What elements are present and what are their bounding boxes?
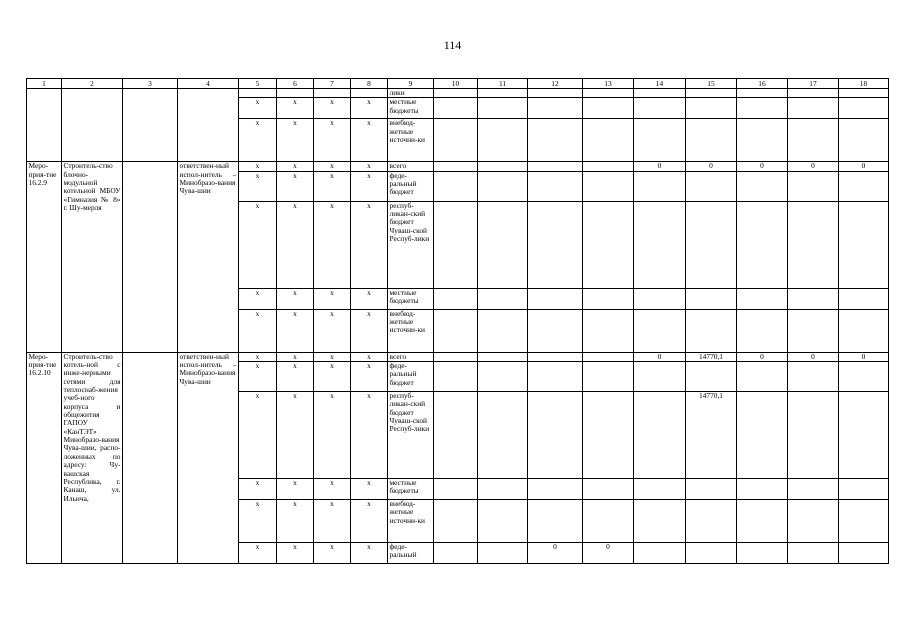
funding-source-cell: всего: [388, 352, 434, 361]
x-mark-cell: x: [239, 362, 277, 392]
x-mark-cell: x: [277, 171, 314, 201]
amount-cell: [583, 479, 634, 500]
amount-cell: [528, 352, 583, 361]
column-number-cell: 5: [239, 79, 277, 89]
x-mark-cell: x: [314, 171, 351, 201]
continuation-cell: [178, 89, 239, 162]
column-number-cell: 17: [788, 79, 839, 89]
amount-cell: 0: [788, 352, 839, 361]
activity-id-cell: Меро-прия-тие 16.2.10: [27, 352, 62, 563]
x-mark-cell: x: [351, 309, 388, 352]
x-mark-cell: x: [351, 171, 388, 201]
amount-cell: [839, 119, 889, 162]
amount-cell: [686, 500, 737, 543]
x-mark-cell: [277, 89, 314, 98]
amount-cell: [634, 119, 686, 162]
amount-cell: [478, 162, 528, 171]
amount-cell: [839, 201, 889, 288]
amount-cell: [839, 500, 889, 543]
amount-cell: [788, 309, 839, 352]
x-mark-cell: x: [239, 119, 277, 162]
amount-cell: [528, 162, 583, 171]
column-number-cell: 1: [27, 79, 62, 89]
amount-cell: [634, 479, 686, 500]
amount-cell: [434, 309, 478, 352]
activity-id-cell: Меро-прия-тие 16.2.9: [27, 162, 62, 352]
amount-cell: 0: [737, 162, 788, 171]
amount-cell: [528, 309, 583, 352]
x-mark-cell: [314, 89, 351, 98]
amount-cell: [434, 362, 478, 392]
executor-cell: ответствен-ный испол-нитель – Минобразо-вания Чува-шии: [178, 162, 239, 352]
amount-cell: [583, 171, 634, 201]
funding-source-cell: феде-ральный бюджет: [388, 171, 434, 201]
amount-cell: [478, 119, 528, 162]
x-mark-cell: x: [351, 98, 388, 119]
x-mark-cell: x: [277, 362, 314, 392]
funding-source-cell: феде-ральный бюджет: [388, 362, 434, 392]
amount-cell: [528, 89, 583, 98]
amount-cell: [686, 362, 737, 392]
amount-cell: [583, 119, 634, 162]
amount-cell: [788, 98, 839, 119]
partner-cell: [123, 352, 178, 563]
x-mark-cell: x: [239, 500, 277, 543]
funding-row: [27, 352, 889, 361]
x-mark-cell: x: [277, 288, 314, 309]
amount-cell: [839, 89, 889, 98]
column-number-cell: 14: [634, 79, 686, 89]
amount-cell: 0: [839, 352, 889, 361]
x-mark-cell: x: [351, 392, 388, 479]
funding-source-cell: всего: [388, 162, 434, 171]
amount-cell: [583, 201, 634, 288]
column-number-cell: 15: [686, 79, 737, 89]
column-number-cell: 12: [528, 79, 583, 89]
funding-source-cell: местные бюджеты: [388, 288, 434, 309]
amount-cell: [583, 500, 634, 543]
continuation-cell: [62, 89, 123, 162]
amount-cell: [686, 309, 737, 352]
x-mark-cell: x: [351, 201, 388, 288]
amount-cell: [839, 309, 889, 352]
amount-cell: [434, 500, 478, 543]
x-mark-cell: x: [314, 479, 351, 500]
x-mark-cell: x: [351, 288, 388, 309]
activity-name-cell: Строитель-ство блочно-модульной котельной МБОУ «Гимназия № 8» г. Шу-мерля: [62, 162, 123, 352]
amount-cell: [737, 171, 788, 201]
amount-cell: [434, 162, 478, 171]
amount-cell: [583, 98, 634, 119]
amount-cell: [839, 288, 889, 309]
amount-cell: [686, 119, 737, 162]
amount-cell: [737, 500, 788, 543]
column-number-cell: 11: [478, 79, 528, 89]
amount-cell: [788, 479, 839, 500]
amount-cell: [788, 171, 839, 201]
column-number-cell: 6: [277, 79, 314, 89]
x-mark-cell: x: [277, 392, 314, 479]
amount-cell: [434, 201, 478, 288]
amount-cell: [634, 309, 686, 352]
amount-cell: 0: [686, 162, 737, 171]
x-mark-cell: x: [351, 479, 388, 500]
column-number-cell: 2: [62, 79, 123, 89]
funding-source-cell: местные бюджеты: [388, 98, 434, 119]
funding-source-cell: респуб-ликан-ский бюджет Чуваш-ской Респуб-лики: [388, 392, 434, 479]
x-mark-cell: x: [239, 171, 277, 201]
amount-cell: 14770,1: [686, 352, 737, 361]
amount-cell: [528, 288, 583, 309]
amount-cell: [478, 500, 528, 543]
column-number-row: [27, 79, 889, 89]
amount-cell: [737, 98, 788, 119]
partner-cell: [123, 162, 178, 352]
column-number-cell: 7: [314, 79, 351, 89]
amount-cell: [528, 362, 583, 392]
amount-cell: [634, 500, 686, 543]
amount-cell: [839, 171, 889, 201]
amount-cell: [434, 171, 478, 201]
amount-cell: [737, 119, 788, 162]
amount-cell: [528, 500, 583, 543]
amount-cell: [839, 479, 889, 500]
x-mark-cell: x: [239, 543, 277, 564]
amount-cell: [788, 362, 839, 392]
x-mark-cell: x: [314, 500, 351, 543]
amount-cell: [478, 543, 528, 564]
amount-cell: [478, 288, 528, 309]
x-mark-cell: x: [314, 119, 351, 162]
x-mark-cell: x: [351, 162, 388, 171]
amount-cell: [583, 89, 634, 98]
amount-cell: [583, 162, 634, 171]
amount-cell: [528, 201, 583, 288]
amount-cell: 0: [583, 543, 634, 564]
amount-cell: [478, 352, 528, 361]
column-number-cell: 8: [351, 79, 388, 89]
funding-row: [27, 162, 889, 171]
x-mark-cell: x: [351, 543, 388, 564]
x-mark-cell: x: [239, 392, 277, 479]
amount-cell: [528, 392, 583, 479]
amount-cell: 0: [634, 352, 686, 361]
amount-cell: 0: [839, 162, 889, 171]
column-number-cell: 10: [434, 79, 478, 89]
x-mark-cell: x: [239, 162, 277, 171]
x-mark-cell: x: [351, 500, 388, 543]
amount-cell: [434, 392, 478, 479]
x-mark-cell: x: [239, 479, 277, 500]
amount-cell: [737, 201, 788, 288]
amount-cell: [686, 288, 737, 309]
amount-cell: [528, 479, 583, 500]
amount-cell: [788, 288, 839, 309]
activity-name-cell: Строитель-ство котель-ной с инже-нерными сетями для теплоснаб-жения учеб-ного корпуса и общежития ГАПОУ «КанТЭТ» Минобразо-вания Чува-шии, распо-ложенных по адресу: Чу-вашская Республика, г. Канаш, ул. Ильича,: [62, 352, 123, 563]
column-number-cell: 13: [583, 79, 634, 89]
amount-cell: [839, 543, 889, 564]
x-mark-cell: x: [351, 119, 388, 162]
x-mark-cell: x: [314, 162, 351, 171]
amount-cell: [478, 392, 528, 479]
continuation-cell: [27, 89, 62, 162]
x-mark-cell: x: [277, 98, 314, 119]
amount-cell: 0: [737, 352, 788, 361]
x-mark-cell: x: [314, 392, 351, 479]
amount-cell: [686, 479, 737, 500]
x-mark-cell: x: [277, 201, 314, 288]
amount-cell: [737, 309, 788, 352]
amount-cell: [737, 392, 788, 479]
x-mark-cell: [239, 89, 277, 98]
amount-cell: [434, 288, 478, 309]
amount-cell: [434, 119, 478, 162]
x-mark-cell: x: [239, 309, 277, 352]
amount-cell: [583, 362, 634, 392]
funding-source-cell: внебюд-жетные источни-ки: [388, 119, 434, 162]
amount-cell: [528, 171, 583, 201]
amount-cell: [634, 201, 686, 288]
amount-cell: [434, 543, 478, 564]
x-mark-cell: x: [277, 309, 314, 352]
funding-source-cell: респуб-ликан-ский бюджет Чуваш-ской Респуб-лики: [388, 201, 434, 288]
amount-cell: 0: [634, 162, 686, 171]
amount-cell: [737, 362, 788, 392]
amount-cell: [634, 171, 686, 201]
amount-cell: [434, 479, 478, 500]
amount-cell: [434, 352, 478, 361]
x-mark-cell: x: [314, 98, 351, 119]
x-mark-cell: x: [351, 352, 388, 361]
amount-cell: [737, 479, 788, 500]
funding-source-cell: внебюд-жетные источни-ки: [388, 309, 434, 352]
amount-cell: [634, 98, 686, 119]
x-mark-cell: x: [239, 288, 277, 309]
x-mark-cell: x: [314, 362, 351, 392]
funding-source-cell: внебюд-жетные источни-ки: [388, 500, 434, 543]
x-mark-cell: x: [277, 162, 314, 171]
x-mark-cell: [351, 89, 388, 98]
column-number-cell: 3: [123, 79, 178, 89]
x-mark-cell: x: [277, 119, 314, 162]
amount-cell: [634, 288, 686, 309]
column-number-cell: 9: [388, 79, 434, 89]
amount-cell: [788, 201, 839, 288]
funding-row: [27, 89, 889, 98]
amount-cell: [583, 288, 634, 309]
x-mark-cell: x: [314, 352, 351, 361]
amount-cell: [686, 171, 737, 201]
amount-cell: [839, 392, 889, 479]
x-mark-cell: x: [277, 543, 314, 564]
x-mark-cell: x: [314, 201, 351, 288]
amount-cell: [583, 309, 634, 352]
amount-cell: [839, 98, 889, 119]
amount-cell: [478, 309, 528, 352]
amount-cell: [634, 543, 686, 564]
amount-cell: [788, 119, 839, 162]
continuation-cell: [123, 89, 178, 162]
amount-cell: [788, 543, 839, 564]
executor-cell: ответствен-ный испол-нитель – Минобразо-вания Чува-шии: [178, 352, 239, 563]
x-mark-cell: x: [277, 500, 314, 543]
amount-cell: 0: [528, 543, 583, 564]
amount-cell: [737, 543, 788, 564]
funding-source-cell: местные бюджеты: [388, 479, 434, 500]
column-number-cell: 4: [178, 79, 239, 89]
amount-cell: 0: [788, 162, 839, 171]
amount-cell: [528, 98, 583, 119]
amount-cell: [583, 392, 634, 479]
amount-cell: [478, 362, 528, 392]
column-number-cell: 18: [839, 79, 889, 89]
budget-table: [26, 78, 889, 564]
amount-cell: [788, 89, 839, 98]
amount-cell: [686, 201, 737, 288]
amount-cell: [478, 201, 528, 288]
x-mark-cell: x: [277, 479, 314, 500]
amount-cell: [583, 352, 634, 361]
amount-cell: [478, 98, 528, 119]
amount-cell: [634, 392, 686, 479]
amount-cell: [686, 543, 737, 564]
amount-cell: [839, 362, 889, 392]
amount-cell: [478, 171, 528, 201]
x-mark-cell: x: [314, 288, 351, 309]
amount-cell: [434, 89, 478, 98]
amount-cell: [737, 89, 788, 98]
x-mark-cell: x: [277, 352, 314, 361]
funding-source-cell: феде-ральный: [388, 543, 434, 564]
amount-cell: [634, 362, 686, 392]
funding-source-cell: лики: [388, 89, 434, 98]
amount-cell: 14770,1: [686, 392, 737, 479]
page-number: 114: [443, 38, 462, 52]
amount-cell: [478, 89, 528, 98]
amount-cell: [528, 119, 583, 162]
amount-cell: [686, 89, 737, 98]
x-mark-cell: x: [239, 352, 277, 361]
x-mark-cell: x: [314, 543, 351, 564]
amount-cell: [788, 392, 839, 479]
amount-cell: [434, 98, 478, 119]
x-mark-cell: x: [351, 362, 388, 392]
x-mark-cell: x: [239, 98, 277, 119]
amount-cell: [478, 479, 528, 500]
x-mark-cell: x: [314, 309, 351, 352]
column-number-cell: 16: [737, 79, 788, 89]
amount-cell: [686, 98, 737, 119]
amount-cell: [634, 89, 686, 98]
x-mark-cell: x: [239, 201, 277, 288]
amount-cell: [788, 500, 839, 543]
amount-cell: [737, 288, 788, 309]
